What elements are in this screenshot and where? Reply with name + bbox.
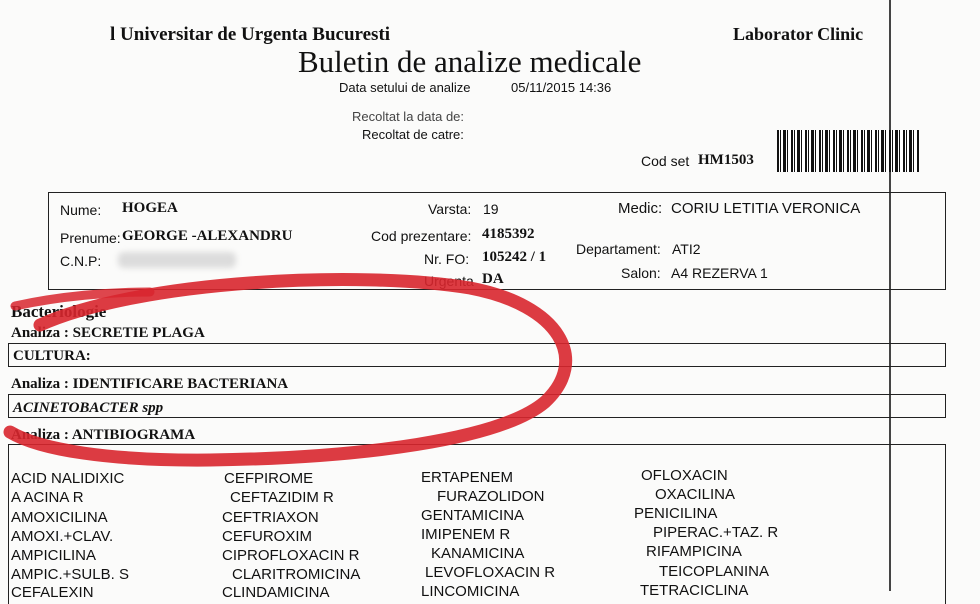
salon-value: A4 REZERVA 1 — [671, 265, 768, 281]
antibiotic-item: CEFTRIAXON — [222, 509, 319, 526]
nume-value: HOGEA — [122, 200, 178, 216]
hospital-name: l Universitar de Urgenta Bucuresti — [110, 24, 391, 45]
cultura-label: CULTURA: — [13, 348, 91, 364]
organism-name: ACINETOBACTER spp — [13, 400, 164, 416]
medic-value: CORIU LETITIA VERONICA — [671, 200, 861, 217]
antibiotic-item: AMOXICILINA — [11, 509, 108, 526]
antibiotic-item: PENICILINA — [634, 505, 718, 522]
recoltat-catre-label: Recoltat de catre: — [362, 127, 464, 142]
antibiotic-item: CEFUROXIM — [222, 528, 312, 545]
nrfo-value: 105242 / 1 — [482, 249, 547, 265]
antibiotic-item: TETRACICLINA — [640, 582, 749, 599]
lab-name: Laborator Clinic — [733, 24, 864, 44]
cnp-label: C.N.P: — [60, 253, 102, 269]
urgenta-label: Urgenta — [424, 273, 474, 289]
antibiotic-item: CLINDAMICINA — [222, 584, 330, 601]
antibiotic-item: CEFPIROME — [224, 470, 314, 487]
document-title: Buletin de analize medicale — [298, 44, 642, 79]
prenume-value: GEORGE -ALEXANDRU — [122, 228, 293, 244]
antibiotic-item: CEFTAZIDIM R — [230, 489, 334, 506]
antibiotic-item: AMPICILINA — [11, 547, 97, 564]
cod-set-value: HM1503 — [698, 152, 754, 168]
nrfo-label: Nr. FO: — [424, 251, 470, 267]
antibiotic-item: ERTAPENEM — [421, 469, 513, 486]
recoltat-data-label: Recoltat la data de: — [352, 109, 465, 124]
antibiotic-item: CLARITROMICINA — [232, 566, 361, 583]
varsta-label: Varsta: — [428, 201, 472, 217]
analiza-identificare: Analiza : IDENTIFICARE BACTERIANA — [11, 376, 289, 392]
antibiotic-item: AMPIC.+SULB. S — [11, 566, 129, 583]
analiza-antibiograma: Analiza : ANTIBIOGRAMA — [11, 427, 196, 443]
antibiotic-item: FURAZOLIDON — [437, 488, 545, 505]
antibiotic-item: ACID NALIDIXIC — [11, 470, 125, 487]
antibiotic-item: PIPERAC.+TAZ. R — [653, 524, 779, 541]
cod-prezentare-value: 4185392 — [482, 226, 535, 242]
date-value: 05/11/2015 14:36 — [511, 80, 612, 95]
cod-prezentare-label: Cod prezentare: — [371, 228, 472, 244]
varsta-value: 19 — [483, 201, 499, 217]
cod-set-label: Cod set — [641, 153, 690, 169]
nume-label: Nume: — [60, 202, 102, 218]
antibiotic-item: CEFALEXIN — [11, 584, 94, 601]
departament-value: ATI2 — [672, 241, 701, 257]
departament-label: Departament: — [576, 241, 661, 257]
section-title: Bacteriologie — [11, 302, 107, 321]
antibiotic-item: OXACILINA — [655, 486, 736, 503]
urgenta-value: DA — [482, 271, 504, 287]
antibiotic-item: LEVOFLOXACIN R — [425, 564, 556, 581]
antibiotic-item: KANAMICINA — [431, 545, 525, 562]
antibiotic-item: CIPROFLOXACIN R — [222, 547, 360, 564]
antibiotic-item: AMOXI.+CLAV. — [11, 528, 114, 545]
antibiotic-item: OFLOXACIN — [641, 467, 728, 484]
antibiotic-item: A ACINA R — [11, 489, 84, 506]
antibiotic-item: IMIPENEM R — [421, 526, 511, 543]
antibiotic-item: LINCOMICINA — [421, 583, 520, 600]
analiza-secretie: Analiza : SECRETIE PLAGA — [11, 325, 205, 341]
medic-label: Medic: — [618, 200, 663, 217]
salon-label: Salon: — [621, 265, 661, 281]
antibiotic-item: TEICOPLANINA — [659, 563, 770, 580]
antibiotic-item: GENTAMICINA — [421, 507, 525, 524]
date-label: Data setului de analize — [339, 80, 471, 95]
prenume-label: Prenume: — [60, 230, 121, 246]
antibiotic-item: RIFAMPICINA — [646, 543, 742, 560]
